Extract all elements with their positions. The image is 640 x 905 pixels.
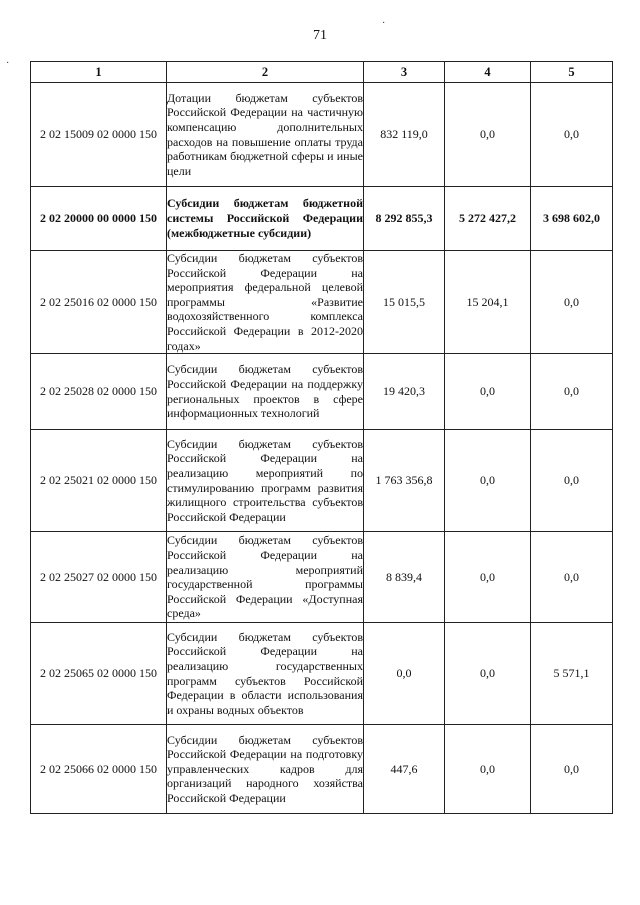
amount-col3: 0,0 bbox=[364, 623, 445, 725]
table-row bbox=[31, 725, 613, 814]
revenue-description: Субсидии бюджетам субъектов Российской Федерации на поддержку региональных проектов в сфере информационных технологий bbox=[167, 354, 364, 430]
scan-speck: · bbox=[6, 58, 10, 69]
amount-col4: 5 272 427,2 bbox=[445, 187, 531, 251]
column-header-5: 5 bbox=[531, 62, 613, 83]
amount-col4: 0,0 bbox=[445, 354, 531, 430]
revenue-description: Субсидии бюджетам субъектов Российской Федерации на реализацию мероприятий государственной программы Российской Федерации «Доступная среда» bbox=[167, 532, 364, 623]
amount-col4: 0,0 bbox=[445, 623, 531, 725]
amount-col4: 15 204,1 bbox=[445, 251, 531, 354]
amount-col5: 0,0 bbox=[531, 83, 613, 187]
revenue-description: Субсидии бюджетам субъектов Российской Федерации на реализацию государственных программ субъектов Российской Федерации в области использования и охраны водных объектов bbox=[167, 623, 364, 725]
amount-col4: 0,0 bbox=[445, 430, 531, 532]
revenue-description: Субсидии бюджетам субъектов Российской Федерации на подготовку управленческих кадров для организаций народного хозяйства Российской Федерации bbox=[167, 725, 364, 814]
revenue-description: Субсидии бюджетам субъектов Российской Федерации на мероприятия федеральной целевой программы «Развитие водохозяйственного комплекса Российской Федерации в 2012-2020 годах» bbox=[167, 251, 363, 353]
amount-col3: 8 839,4 bbox=[364, 532, 445, 623]
budget-code: 2 02 25066 02 0000 150 bbox=[31, 725, 167, 814]
table-row bbox=[31, 532, 613, 623]
budget-code: 2 02 25027 02 0000 150 bbox=[31, 532, 167, 623]
revenue-description: Дотации бюджетам субъектов Российской Федерации на частичную компенсацию дополнительных расходов на повышение оплаты труда работникам бюджетной сферы и иные цели bbox=[167, 83, 364, 187]
budget-code: 2 02 25028 02 0000 150 bbox=[31, 354, 167, 430]
table-row bbox=[31, 623, 613, 725]
amount-col3: 15 015,5 bbox=[364, 251, 445, 354]
table-row-total bbox=[31, 187, 613, 251]
amount-col5: 3 698 602,0 bbox=[531, 187, 613, 251]
amount-col4: 0,0 bbox=[445, 532, 531, 623]
amount-col4: 0,0 bbox=[445, 725, 531, 814]
budget-code: 2 02 20000 00 0000 150 bbox=[31, 187, 167, 251]
amount-col5: 0,0 bbox=[531, 725, 613, 814]
budget-table bbox=[30, 61, 613, 814]
amount-col5: 0,0 bbox=[531, 354, 613, 430]
page-number: 71 bbox=[313, 28, 327, 43]
amount-col4: 0,0 bbox=[445, 83, 531, 187]
budget-code: 2 02 25016 02 0000 150 bbox=[31, 251, 167, 354]
amount-col3: 1 763 356,8 bbox=[364, 430, 445, 532]
table-row bbox=[31, 354, 613, 430]
revenue-description: Субсидии бюджетам субъектов Российской Федерации на реализацию мероприятий по стимулированию программ развития жилищного строительства субъектов Российской Федерации bbox=[167, 430, 364, 532]
amount-col3: 832 119,0 bbox=[364, 83, 445, 187]
table-row bbox=[31, 251, 613, 354]
revenue-description: Субсидии бюджетам бюджетной системы Российской Федерации (межбюджетные субсидии) bbox=[167, 187, 364, 251]
table-row bbox=[31, 83, 613, 187]
budget-code: 2 02 25021 02 0000 150 bbox=[31, 430, 167, 532]
amount-col3: 447,6 bbox=[364, 725, 445, 814]
column-header-3: 3 bbox=[364, 62, 445, 83]
column-header-4: 4 bbox=[445, 62, 531, 83]
amount-col5: 0,0 bbox=[531, 251, 613, 354]
table-header-row bbox=[31, 62, 613, 83]
budget-code: 2 02 25065 02 0000 150 bbox=[31, 623, 167, 725]
amount-col5: 0,0 bbox=[531, 430, 613, 532]
amount-col3: 8 292 855,3 bbox=[364, 187, 445, 251]
amount-col5: 5 571,1 bbox=[531, 623, 613, 725]
scan-speck: · bbox=[382, 18, 386, 29]
budget-code: 2 02 15009 02 0000 150 bbox=[31, 83, 167, 187]
column-header-2: 2 bbox=[167, 62, 364, 83]
amount-col5: 0,0 bbox=[531, 532, 613, 623]
column-header-1: 1 bbox=[31, 62, 167, 83]
table-row bbox=[31, 430, 613, 532]
amount-col3: 19 420,3 bbox=[364, 354, 445, 430]
